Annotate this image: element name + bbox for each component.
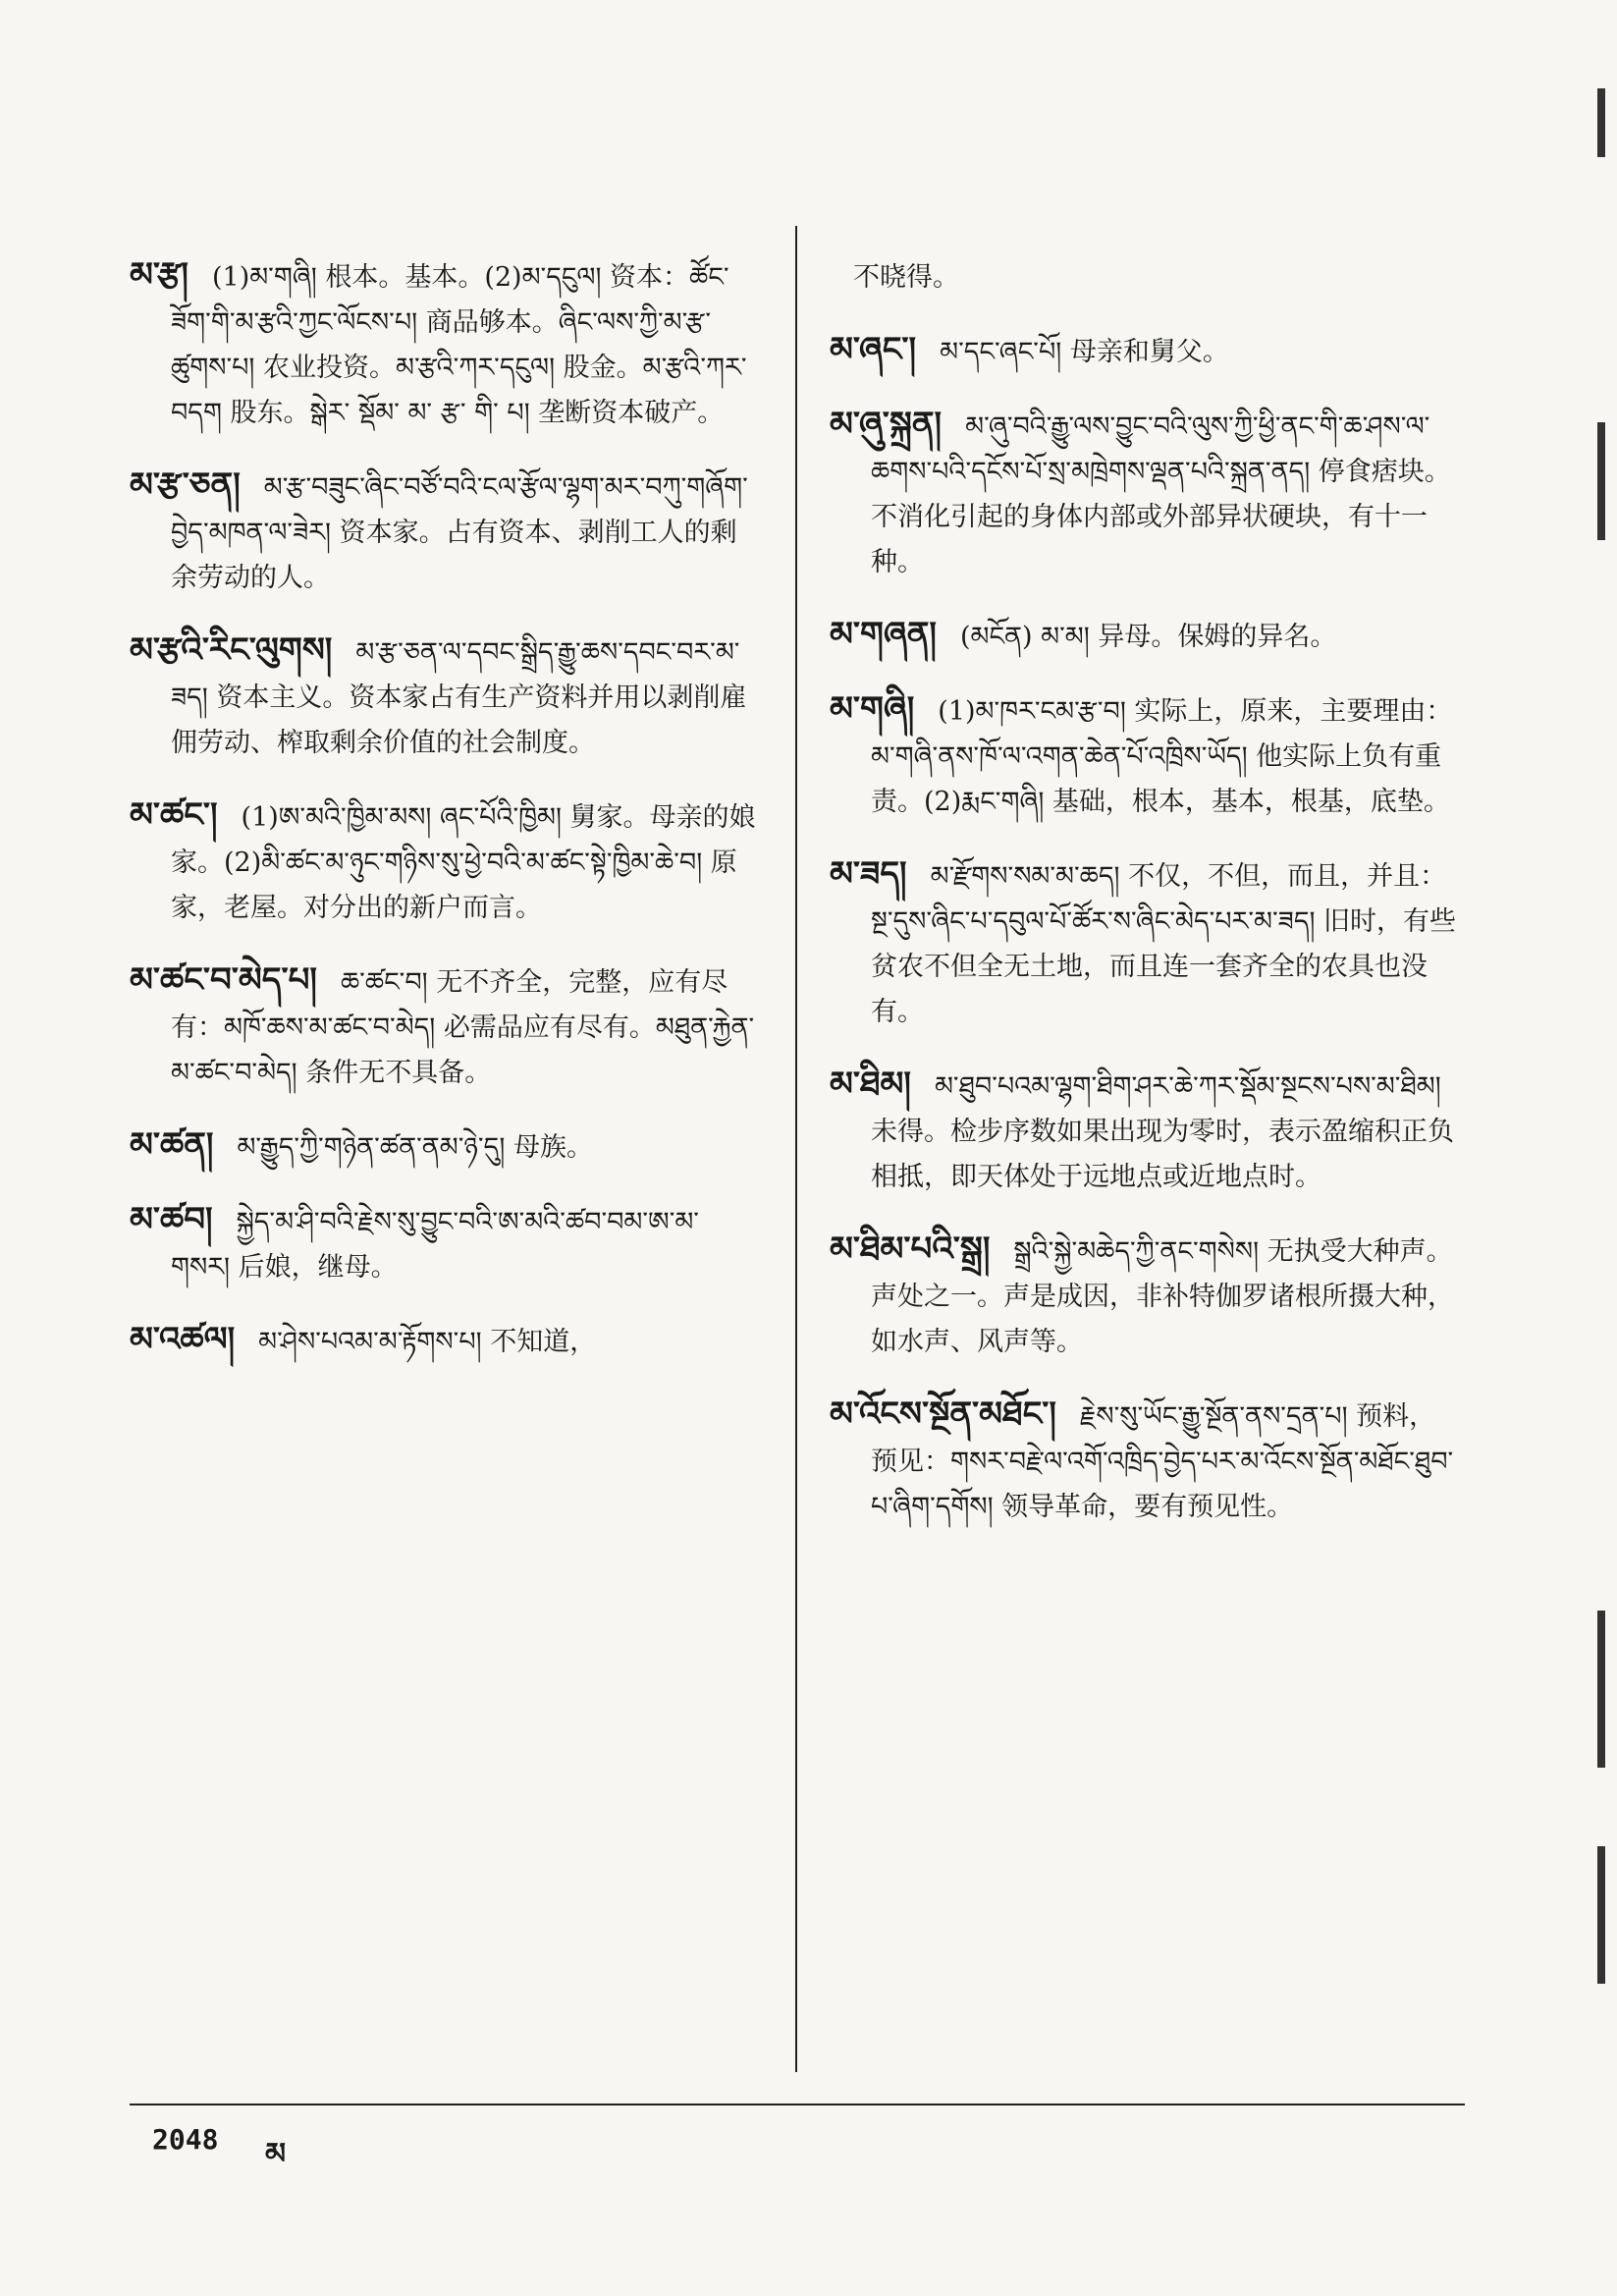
entry-headword: མ་ཐིམ་པའི་སྒྲ། [830, 1230, 991, 1269]
right-column [830, 226, 1458, 1536]
dictionary-entry [830, 327, 1458, 375]
scan-edge-mark [1597, 88, 1605, 157]
left-column [130, 226, 758, 1371]
entry-body: མ་རྒྱུད་ཀྱི་གཉེན་ཚན་ནམ་ཉེ་དུ། 母族。 [237, 1132, 593, 1163]
entry-body: མ་དང་ཞང་པོ། 母亲和舅父。 [940, 337, 1229, 367]
dictionary-entry [130, 628, 758, 766]
entry-headword: མ་ཞང་། [830, 330, 917, 369]
scan-edge-mark [1597, 422, 1605, 540]
dictionary-entry [830, 1227, 1458, 1365]
entry-headword: མ་ཟད། [830, 854, 907, 894]
page-number: 2048 [152, 2123, 219, 2156]
entry-body: ཆ་ཚང་བ། 无不齐全，完整，应有尽有：མཁོ་ཆས་མ་ཚང་བ་མེད། 必需品应有尽有。མཐུན་རྐྱེན་མ་ཚང་བ་མེད། 条件无不具备。 [171, 967, 755, 1088]
entry-headword: མ་གཞན། [830, 615, 937, 654]
dictionary-entry [830, 1392, 1458, 1530]
entry-headword: མ་ཚང་། [130, 795, 218, 835]
entry-body: (1)མ་ཁར་ངམ་རྩ་བ། 实际上，原来，主要理由：མ་གཞི་ནས་ཁོ་ལ་འགན་ཆེན་པོ་འཁྲིས་ཡོད། 他实际上负有重责。(2)རྨང་གཞི། 基础，根本，基本，根基，底垫。 [871, 696, 1453, 817]
entry-body: མ་ཞུ་བའི་རྒྱུ་ལས་བྱུང་བའི་ལུས་ཀྱི་ཕྱི་ནང་གི་ཆ་ཤས་ལ་ཆགས་པའི་དངོས་པོ་སྲ་མཁྲེགས་ལྡན་པའི་སྐྲན་ནད། 停食痞块。不消化引起的身体内部或外部异状硬块，有十一种。 [871, 411, 1451, 577]
entry-headword: མ་རྩའི་རིང་ལུགས། [130, 630, 333, 670]
entry-headword: མ་ཐིམ། [830, 1065, 911, 1104]
dictionary-entry [830, 402, 1458, 585]
dictionary-entry [830, 612, 1458, 660]
entry-body: མ་ཐུབ་པའམ་ལྷག་ཐིག་ཤར་ཆེ་ཀར་སྡོམ་སྔངས་པས་མ་ཐིམ། 未得。检步序数如果出现为零时，表示盈缩积正负相抵，即天体处于远地点或近地点时。 [871, 1071, 1454, 1192]
entry-body: སྒྲའི་སྐྱེ་མཆེད་ཀྱི་ནང་གསེས། 无执受大种声。声处之一。声是成因，非补特伽罗诸根所摄大种，如水声、风声等。 [871, 1236, 1454, 1357]
footer-rule [130, 2104, 1465, 2105]
entry-body: མ་རྫོགས་སམ་མ་ཆད། 不仅，不但，而且，并且：སྔ་དུས་ཞིང་པ་དབུལ་པོ་ཚོར་ས་ཞིང་མེད་པར་མ་ཟད། 旧时，有些贫农不但全无土地，而且连一套齐全的农具也没有。 [871, 861, 1457, 1027]
dictionary-entry [130, 1122, 758, 1171]
entry-body: མ་ཤེས་པའམ་མ་རྟོགས་པ། 不知道， [258, 1327, 597, 1357]
running-head: མ [265, 2137, 287, 2171]
entry-body: 不晓得。 [853, 262, 959, 293]
entry-body: (1)མ་གཞི། 根本。基本。(2)མ་དངུལ། 资本：ཚོང་ཟོག་གི་མ་རྩའི་ཀྱང་ལོངས་པ། 商品够本。ཞིང་ལས་ཀྱི་མ་རྩ་ཚུགས་པ། 农业投资。མ་རྩའི་ཀར་དངུལ། 股金。མ་རྩའི་ཀར་བདག 股东。སྒེར་ སྡོམ་ མ་ རྩ་ གི་ པ། 垄断资本破产。 [171, 262, 747, 428]
entry-headword: མ་ཚབ། [130, 1200, 213, 1239]
entry-headword: མ་འོངས་སྔོན་མཐོང་། [830, 1394, 1056, 1434]
scan-edge-mark [1597, 1846, 1605, 1984]
dictionary-entry [130, 463, 758, 601]
entry-headword: མ་ཚང་བ་མེད་པ། [130, 960, 317, 1000]
dictionary-entry [830, 1062, 1458, 1200]
entry-body: (1)ཨ་མའི་ཁྱིམ་མས། ཞང་པོའི་ཁྱིམ། 舅家。母亲的娘家。(2)མི་ཚང་མ་ཉུང་གཉིས་སུ་ཕྱེ་བའི་མ་ཚང་སྟེ་ཁྱིམ་ཆེ་བ། 原家，老屋。对分出的新户而言。 [171, 802, 756, 923]
entry-headword: མ་རྩ། [130, 255, 189, 295]
entry-headword: མ་གཞི། [830, 689, 915, 729]
entry-headword: མ་འཚལ། [130, 1320, 236, 1359]
dictionary-entry [830, 686, 1458, 825]
scan-edge-mark [1597, 1611, 1605, 1768]
dictionary-entry [130, 252, 758, 436]
dictionary-entry [830, 252, 1458, 301]
column-divider [795, 226, 797, 2072]
entry-body: མ་རྩ་བཟུང་ཞིང་བཙོ་བའི་ངལ་རྩོལ་ལྷག་མར་བཀུ་གཞོག་བྱེད་མཁན་ལ་ཟེར། 资本家。占有资本、剥削工人的剩余劳动的人。 [171, 472, 748, 593]
entry-headword: མ་ཚན། [130, 1125, 214, 1165]
dictionary-entry [130, 957, 758, 1096]
entry-body: (མངོན) མ་མ། 异母。保姆的异名。 [959, 622, 1337, 652]
dictionary-entry [130, 1317, 758, 1365]
entry-headword: མ་ཞུ་སྐྲན། [830, 405, 943, 444]
entry-body: སྐྱེད་མ་ཤི་བའི་རྗེས་སུ་བྱུང་བའི་ཨ་མའི་ཚབ་བམ་ཨ་མ་གསར། 后娘，继母。 [171, 1207, 699, 1283]
entry-body: རྗེས་སུ་ཡོང་རྒྱུ་སྔོན་ནས་དྲན་པ། 预料，预见：གསར་བརྗེ་ལ་འགོ་འཁྲིད་བྱེད་པར་མ་འོངས་སྔོན་མཐོང་ཐུབ་པ་ཞིག་དགོས། 领导革命，要有预见性。 [871, 1401, 1454, 1522]
dictionary-entry [130, 793, 758, 931]
entry-body: མ་རྩ་ཅན་ལ་དབང་སྒྲིད་རྒྱུ་ཆས་དབང་བར་མ་ཟད། 资本主义。资本家占有生产资料并用以剥削雇佣劳动、榨取剩余价值的社会制度。 [171, 637, 747, 758]
entry-headword: མ་རྩ་ཅན། [130, 465, 241, 505]
dictionary-entry [130, 1197, 758, 1290]
dictionary-entry [830, 851, 1458, 1035]
